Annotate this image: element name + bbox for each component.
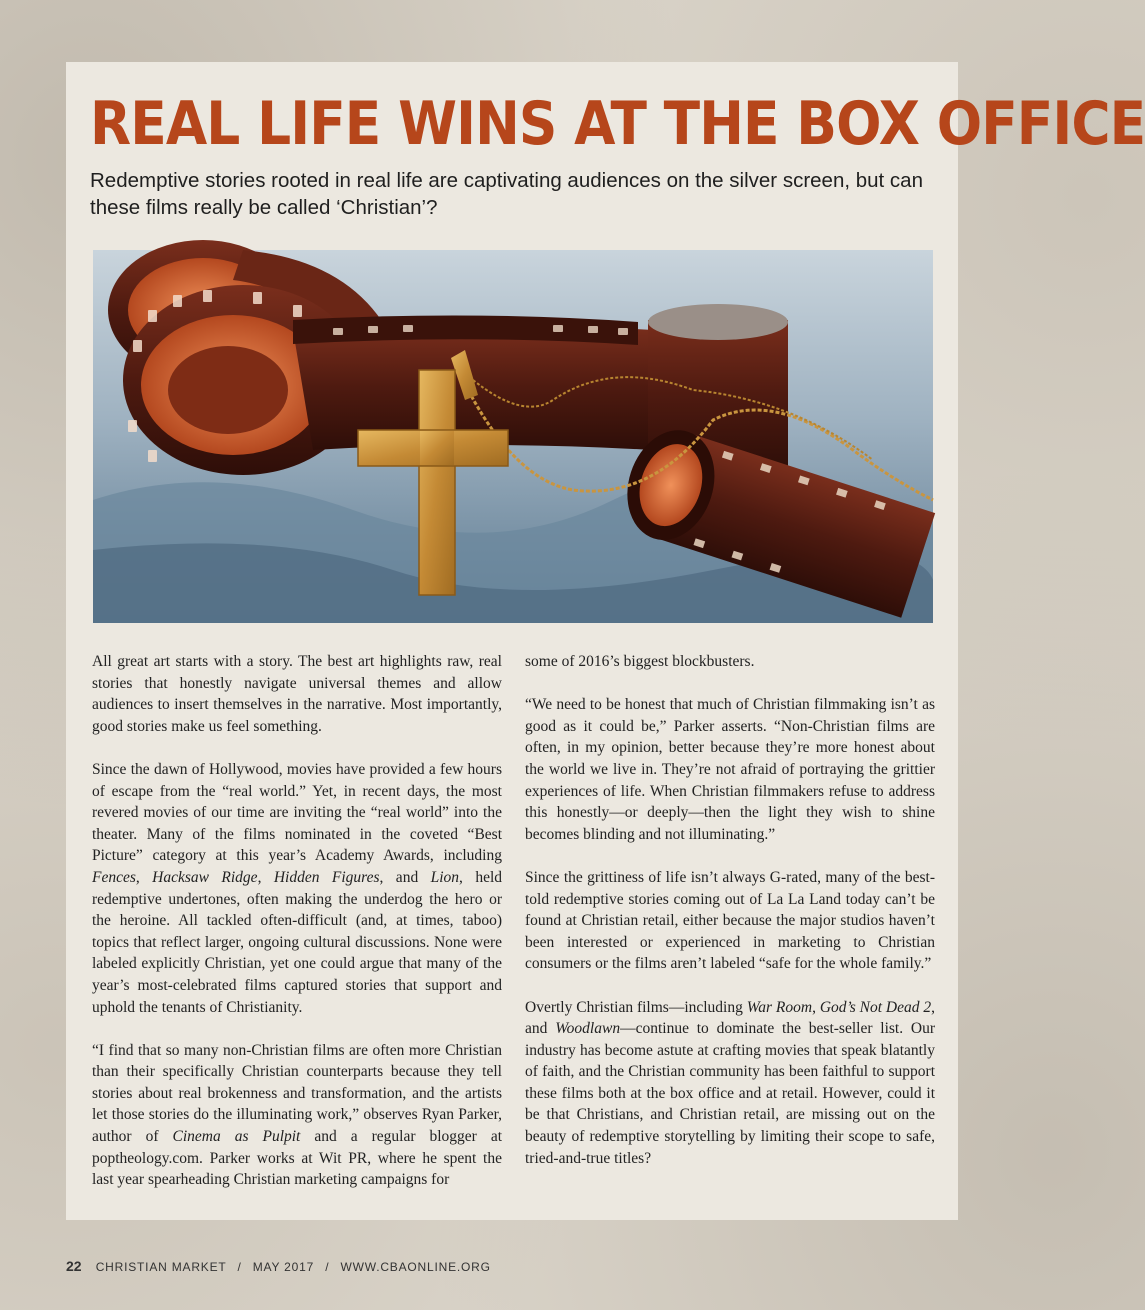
issue-date: MAY 2017	[252, 1260, 315, 1274]
body-paragraph	[92, 759, 502, 1018]
italic-title: Lion	[430, 868, 460, 886]
text-run: , held redemptive undertones, often making the underdog the hero or the heroine. All tackled often-difficult (and, at times, taboo) topics that reflect larger, ongoing cultural discussions. None were labeled explicitly Christian, yet one could argue that many of the year’s most-celebrated films captured stories that support and uphold the tenants of Christianity.	[92, 868, 503, 1016]
body-paragraph	[525, 997, 935, 1170]
body-paragraph	[525, 694, 935, 845]
text-run: Since the grittiness of life isn’t always G-rated, many of the best-told redemptive stories coming out of La La Land today can’t be found at Christian retail, either because the major studios haven’t been interested or experienced in marketing to Christian consumers or the films aren’t labeled “safe for the whole family.”	[525, 868, 935, 973]
text-run: —continue to dominate the best-seller list. Our industry has become astute at crafting movies that speak blatantly of faith, and the Christian community has been faithful to support these films both at the box office and at retail. However, could it be that Christians, and Christian retail, are missing out on the beauty of redemptive storytelling by limiting their scope to safe, tried-and-true titles?	[525, 1020, 936, 1167]
italic-title: Fences	[92, 868, 136, 886]
text-run: ,	[257, 868, 274, 886]
italic-title: God’s Not Dead 2	[819, 998, 932, 1016]
italic-title: War Room	[746, 998, 813, 1016]
article-subtitle: Redemptive stories rooted in real life are captivating audiences on the silver screen, but can these films really be called ‘Christian’?	[90, 169, 923, 219]
italic-title: Hacksaw Ridge	[152, 868, 258, 886]
text-run: Overtly Christian films—including	[525, 998, 747, 1016]
article-photo	[93, 250, 933, 623]
body-paragraph	[525, 651, 935, 673]
body-paragraph	[92, 1040, 502, 1191]
italic-title: Cinema as Pulpit	[172, 1128, 301, 1146]
text-run: , and	[525, 998, 936, 1038]
text-run: “I find that so many non-Christian films are often more Christian than their specifically Christian counterparts because they tell stories about real brokenness and transformation, and the artists let those stories do the illuminating work,” observes Ryan Parker, author of	[92, 1041, 502, 1146]
film-cross-illustration	[93, 250, 933, 623]
text-run: , and	[379, 868, 431, 886]
article-title: REAL LIFE WINS AT THE BOX OFFICE	[90, 89, 1145, 159]
italic-title: Woodlawn	[555, 1020, 621, 1038]
body-column-right	[525, 651, 935, 1191]
text-run: ,	[812, 998, 820, 1016]
body-paragraph	[92, 651, 502, 737]
text-run: ,	[135, 868, 153, 886]
body-paragraph	[525, 867, 935, 975]
text-run: “We need to be honest that much of Christian filmmaking isn’t as good as it could be,” Parker asserts. “Non-Christian films are often, in my opinion, better because they’re more honest about the world we live in. They’re not afraid of portraying the grittier experiences of life. When Christian filmmakers refuse to address this honestly—or deeply—then the light they wish to shine becomes blinding and not illuminating.”	[525, 696, 935, 843]
text-run: Since the dawn of Hollywood, movies have provided a few hours of escape from the “real world.” Yet, in recent days, the most revered movies of our time are inviting the “real world” into the theater. Many of the films nominated in the coveted “Best Picture” category at this year’s Academy Awards, including	[92, 760, 502, 865]
text-run: some of 2016’s biggest blockbusters.	[525, 653, 755, 670]
footer-separator: /	[237, 1260, 242, 1274]
website-link[interactable]: WWW.CBAONLINE.ORG	[340, 1260, 491, 1274]
publication-name: CHRISTIAN MARKET	[95, 1260, 227, 1274]
body-column-left	[92, 651, 502, 1212]
page-footer	[66, 1258, 491, 1274]
footer-separator: /	[325, 1260, 330, 1274]
page-number: 22	[66, 1258, 82, 1274]
text-run: All great art starts with a story. The best art highlights raw, real stories that honestly navigate universal themes and allow audiences to insert themselves in the narrative. Most importantly, good stories make us feel something.	[92, 653, 502, 735]
text-run: and a regular blogger at poptheology.com. Parker works at Wit PR, where he spent the last year spearheading Christian marketing campaigns for	[92, 1128, 503, 1189]
italic-title: Hidden Figures	[273, 868, 380, 886]
